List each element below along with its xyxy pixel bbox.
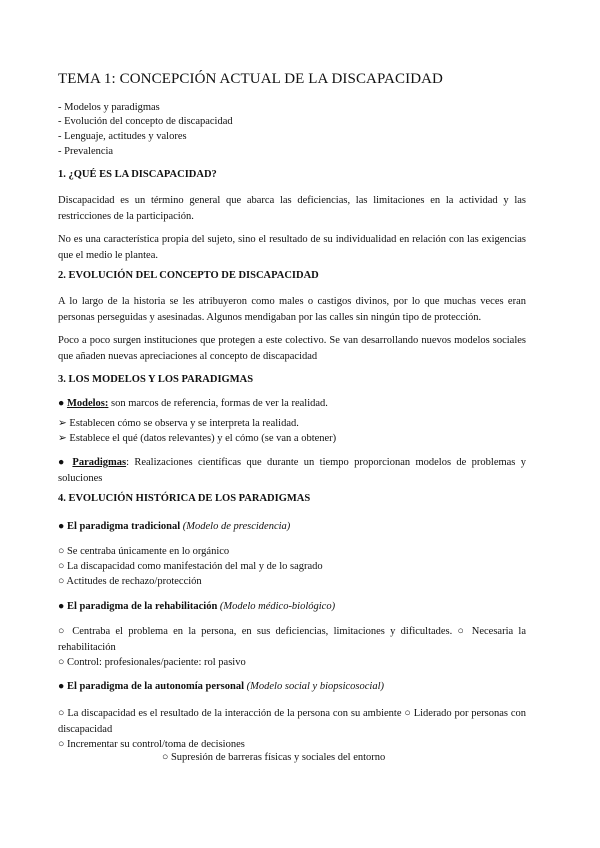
paradigm-name: El paradigma tradicional [66, 521, 181, 532]
index-item: - Modelos y paradigmas [58, 102, 160, 113]
paragraph: A lo largo de la historia se les atribuyeron como males o castigos divinos, por lo que muchas veces eran personas perseguidas y asesinadas. Algunos mendigaban por las calles sin ningún tipo de protección. [58, 296, 526, 323]
paragraph: Poco a poco surgen instituciones que protegen a este colectivo. Se van desarrollando nuevos modelos sociales que añaden nuevas apreciaciones al concepto de discapacidad [58, 335, 526, 362]
paradigm-name: El paradigma de la autonomía personal [66, 681, 245, 692]
paragraph: No es una característica propia del sujeto, sino el resultado de su individualidad en relación con las exigencias que el medio le plantea. [58, 234, 526, 261]
arrow-item: ➢ Establece el qué (datos relevantes) y el cómo (se van a obtener) [58, 433, 337, 444]
bullet: ● [58, 521, 65, 532]
paradigm-model: (Modelo médico-biológico) [219, 601, 336, 612]
bullet: ● [58, 457, 68, 468]
modelos-definition [58, 397, 328, 411]
bullet: ● [58, 398, 65, 409]
index-item: - Prevalencia [58, 146, 114, 157]
section-heading: 2. EVOLUCIÓN DEL CONCEPTO DE DISCAPACIDAD [58, 270, 319, 281]
paradigm-name: El paradigma de la rehabilitación [66, 601, 218, 612]
section-heading: 4. EVOLUCIÓN HISTÓRICA DE LOS PARADIGMAS [58, 493, 311, 504]
section-heading: 1. ¿QUÉ ES LA DISCAPACIDAD? [58, 169, 217, 180]
section-heading: 3. LOS MODELOS Y LOS PARADIGMAS [58, 374, 254, 385]
sub-item: ○ La discapacidad como manifestación del mal y de lo sagrado [58, 561, 323, 572]
sub-item: ○ Incrementar su control/toma de decisiones [58, 739, 245, 750]
paragraph: Discapacidad es un término general que abarca las deficiencias, las limitaciones en la actividad y las restricciones de la participación. [58, 195, 526, 222]
definition: son marcos de referencia, formas de ver la realidad. [108, 398, 328, 409]
paradigm-heading [58, 600, 335, 614]
page-title: TEMA 1: CONCEPCIÓN ACTUAL DE LA DISCAPACIDAD [58, 71, 443, 87]
paradigm-heading [58, 680, 384, 694]
index-item: - Lenguaje, actitudes y valores [58, 131, 187, 142]
index-item: - Evolución del concepto de discapacidad [58, 116, 233, 127]
sub-item: ○ Control: profesionales/paciente: rol pasivo [58, 657, 246, 668]
term: Paradigmas [72, 457, 127, 468]
definition: : Realizaciones científicas que durante un tiempo proporcionan modelos de problemas y soluciones [58, 457, 526, 484]
sub-item: ○ Centraba el problema en la persona, en sus deficiencias, limitaciones y dificultades. ○ Necesaria la rehabilitación [58, 626, 526, 653]
sub-item: ○ Supresión de barreras físicas y sociales del entorno [162, 752, 386, 763]
arrow-item: ➢ Establecen cómo se observa y se interpreta la realidad. [58, 418, 299, 429]
paradigmas-definition [58, 455, 526, 487]
paradigm-heading [58, 520, 290, 534]
term: Modelos [66, 398, 105, 409]
paradigm-model: (Modelo de prescidencia) [182, 521, 291, 532]
sub-item: ○ Actitudes de rechazo/protección [58, 576, 202, 587]
bullet: ● [58, 601, 65, 612]
sub-item: ○ Se centraba únicamente en lo orgánico [58, 546, 230, 557]
paradigm-model: (Modelo social y biopsicosocial) [246, 681, 385, 692]
sub-item: ○ La discapacidad es el resultado de la interacción de la persona con su ambiente ○ Liderado por personas con discapacidad [58, 708, 526, 735]
term-colon: : [104, 398, 109, 409]
bullet: ● [58, 681, 65, 692]
